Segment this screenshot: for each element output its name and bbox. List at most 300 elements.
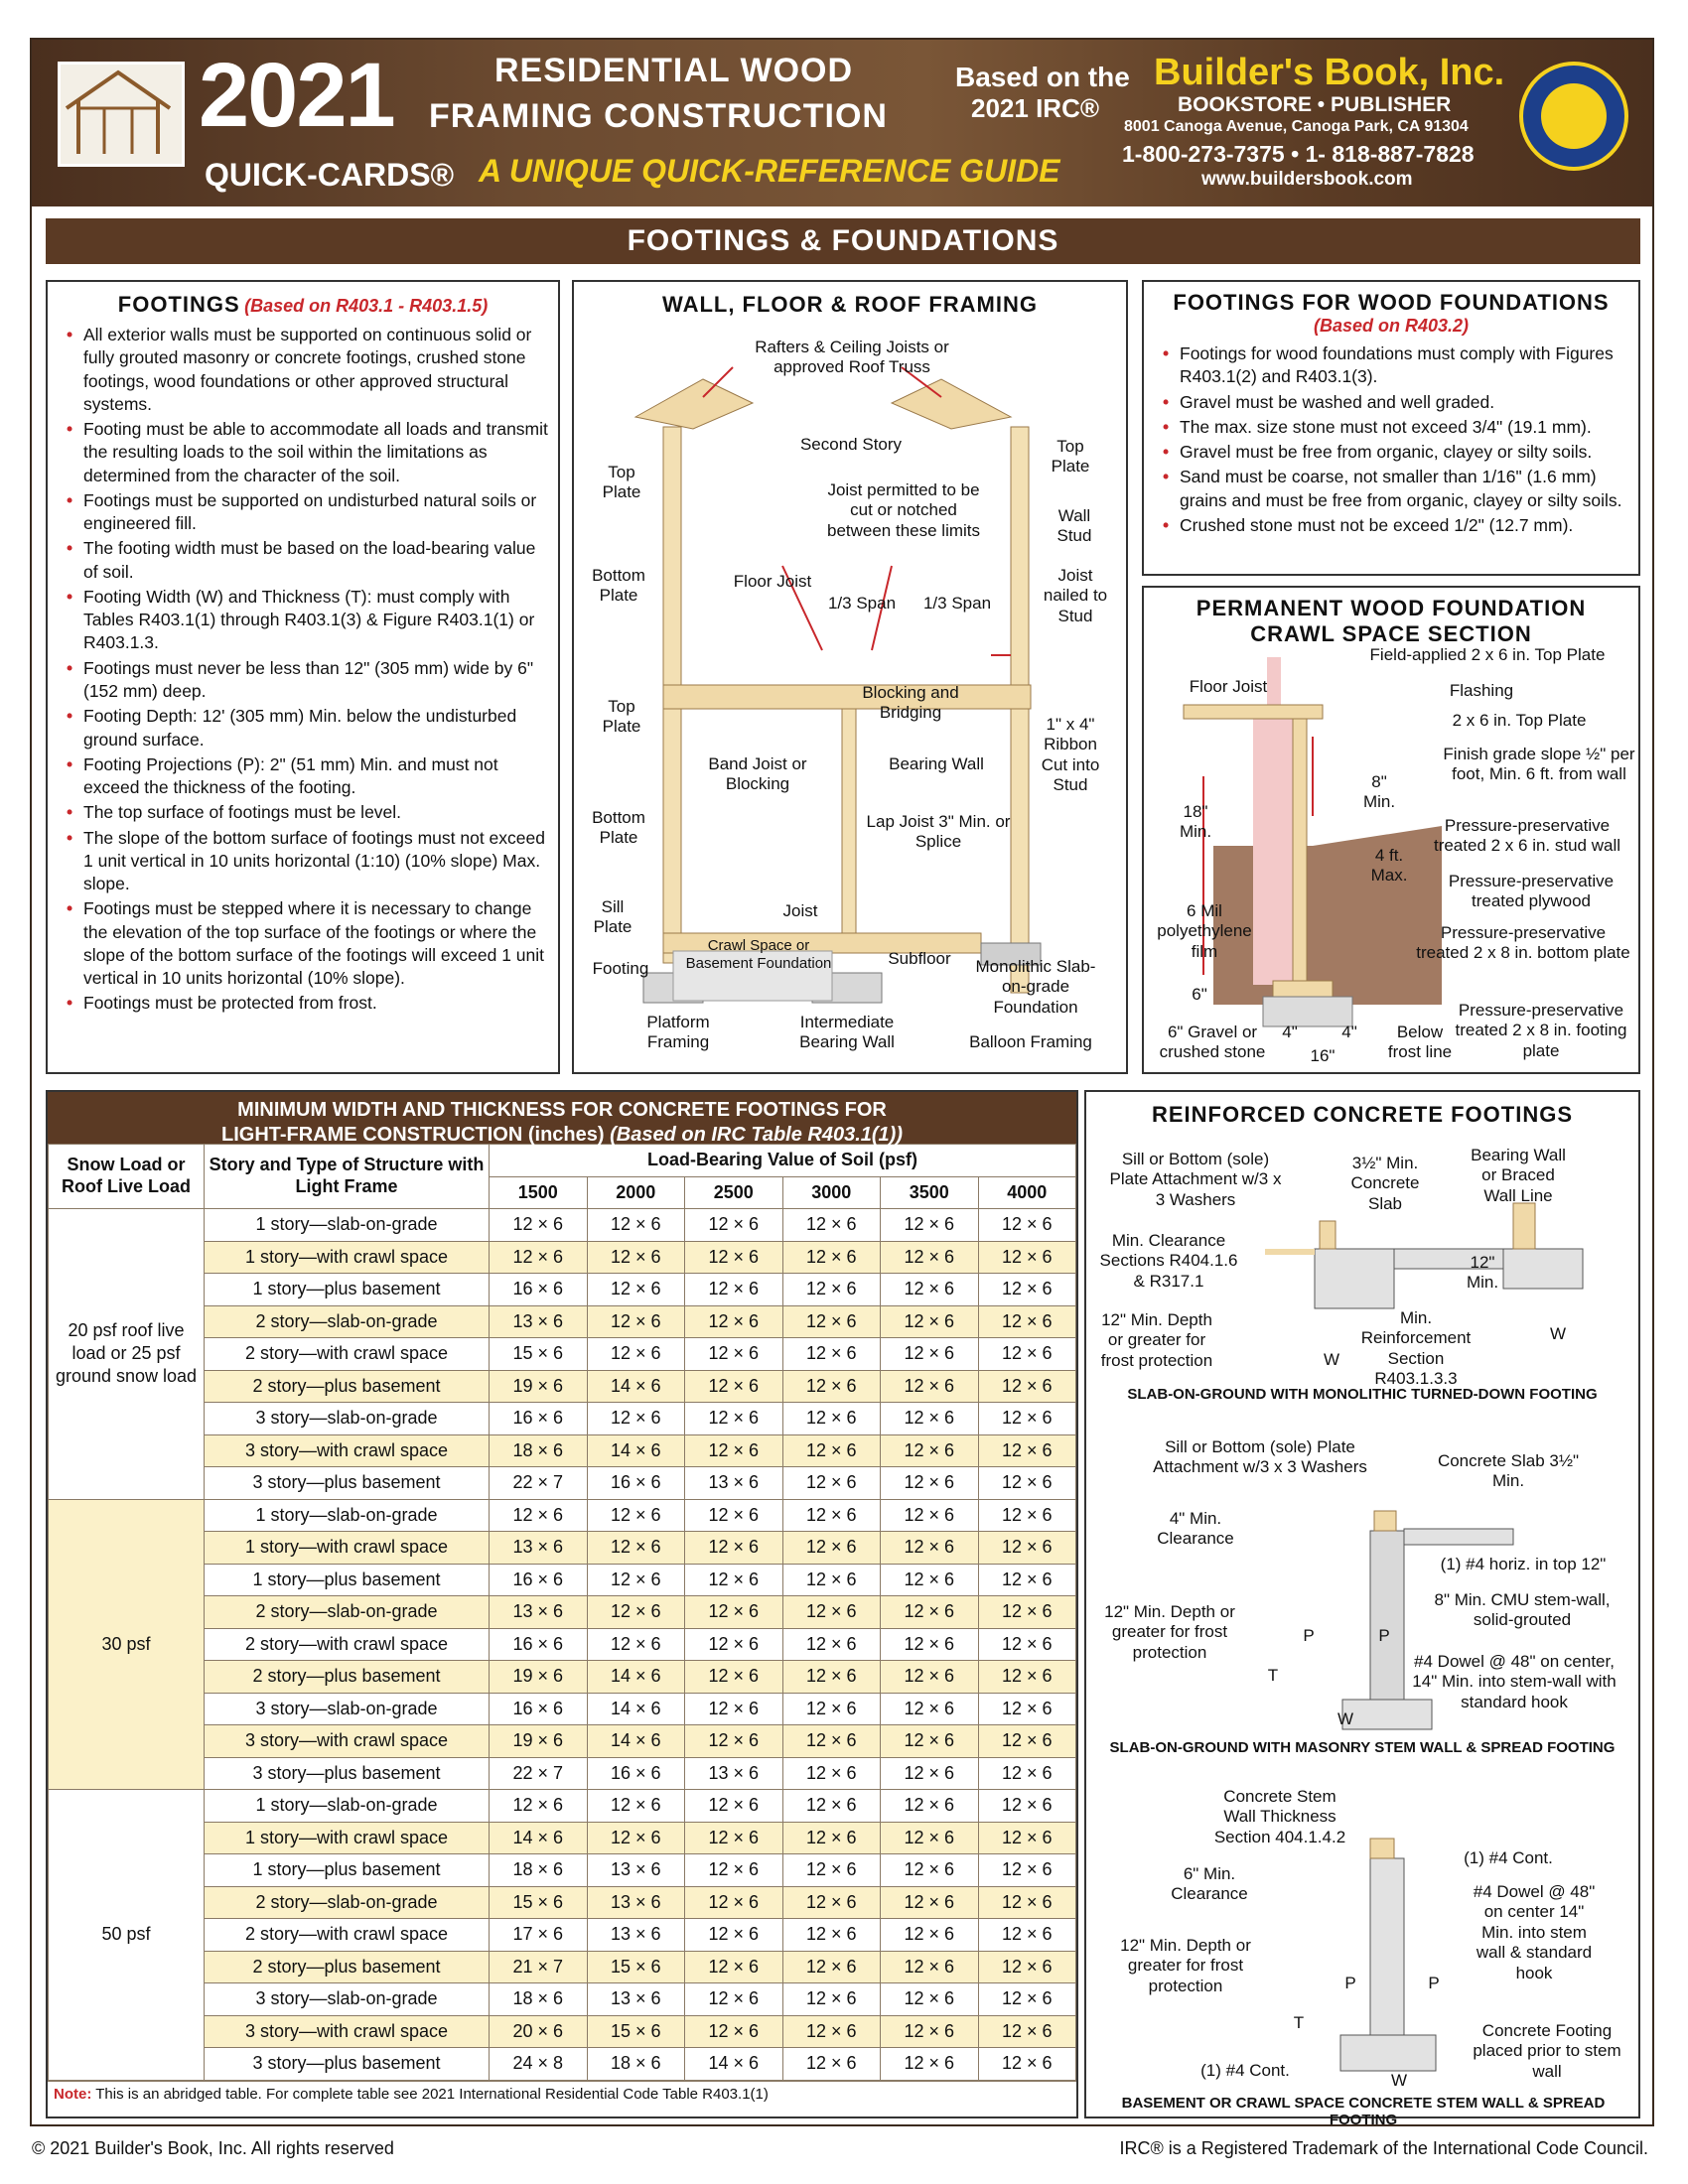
- d3-lbl-w: W: [1390, 2071, 1408, 2090]
- d3-lbl-depth: 12" Min. Depth or greater for frost protection: [1120, 1936, 1251, 1995]
- story-type-cell: 1 story—plus basement: [205, 1564, 490, 1596]
- d1-caption: SLAB-ON-GROUND WITH MONOLITHIC TURNED-DOWN FOOTING: [1127, 1386, 1598, 1403]
- crawl-title-2: CRAWL SPACE SECTION: [1250, 621, 1532, 646]
- footing-size-cell: 12 × 6: [782, 1564, 881, 1596]
- lbl-second-story: Second Story: [799, 435, 903, 454]
- footing-size-cell: 12 × 6: [978, 1305, 1076, 1338]
- footing-size-cell: 22 × 7: [490, 1467, 588, 1500]
- footing-size-cell: 16 × 6: [490, 1693, 588, 1725]
- crawl-lbl-16: 16": [1310, 1046, 1336, 1065]
- footing-size-cell: 12 × 6: [587, 1532, 685, 1565]
- footing-size-cell: 12 × 6: [685, 1661, 783, 1694]
- footing-size-cell: 12 × 6: [978, 1822, 1076, 1854]
- lbl-top-plate-left: Top Plate: [602, 463, 641, 502]
- footing-size-cell: 16 × 6: [587, 1467, 685, 1500]
- footer-copyright: © 2021 Builder's Book, Inc. All rights reserved: [32, 2138, 394, 2158]
- soil-value-header: 3500: [881, 1176, 979, 1209]
- footing-size-cell: 12 × 6: [782, 1305, 881, 1338]
- table-row: [49, 1790, 1076, 1823]
- lbl-blocking: Blocking and Bridging: [862, 683, 959, 723]
- footing-size-cell: 12 × 6: [978, 1564, 1076, 1596]
- wood-foundations-list: [1154, 342, 1628, 537]
- footing-size-cell: 18 × 6: [490, 1983, 588, 2016]
- footing-size-cell: 12 × 6: [978, 1241, 1076, 1274]
- footing-size-cell: 14 × 6: [587, 1434, 685, 1467]
- footing-size-cell: 12 × 6: [490, 1790, 588, 1823]
- d2-lbl-horiz: (1) #4 horiz. in top 12": [1440, 1555, 1607, 1573]
- footings-list-item: • Footings must never be less than 12" (305 mm) wide by 6" (152 mm) deep.: [83, 657, 548, 704]
- lbl-crawl-space: Crawl Space or Basement Foundation: [685, 937, 832, 972]
- footing-size-cell: 12 × 6: [782, 2015, 881, 2048]
- footing-size-cell: 12 × 6: [587, 1564, 685, 1596]
- footings-ref: (Based on R403.1 - R403.1.5): [244, 296, 489, 316]
- footing-size-cell: 12 × 6: [782, 1370, 881, 1403]
- framing-title: WALL, FLOOR & ROOF FRAMING: [662, 292, 1038, 317]
- footing-table-box: [46, 1090, 1078, 2118]
- crawl-lbl-6: 6": [1192, 985, 1207, 1004]
- footing-size-cell: 12 × 6: [782, 1241, 881, 1274]
- footing-size-cell: 12 × 6: [587, 1241, 685, 1274]
- d3-lbl-footing: Concrete Footing placed prior to stem wall: [1473, 2021, 1621, 2081]
- footing-size-cell: 12 × 6: [881, 1822, 979, 1854]
- table-row: [49, 1499, 1076, 1532]
- footing-size-cell: 12 × 6: [587, 1403, 685, 1435]
- story-type-cell: 3 story—slab-on-grade: [205, 1693, 490, 1725]
- footing-size-cell: 15 × 6: [587, 1951, 685, 1983]
- d2-lbl-cmu: 8" Min. CMU stem-wall, solid-grouted: [1434, 1590, 1611, 1630]
- d1-lbl-slab: 3½" Min. Concrete Slab: [1350, 1154, 1420, 1213]
- footing-table: [48, 1144, 1076, 2081]
- footing-size-cell: 12 × 6: [782, 1790, 881, 1823]
- lbl-joist: Joist: [782, 901, 818, 920]
- lbl-intermediate: Intermediate Bearing Wall: [799, 1013, 895, 1052]
- footing-size-cell: 12 × 6: [881, 1338, 979, 1371]
- footings-list-item: • Footing Projections (P): 2" (51 mm) Min. and must not exceed the thickness of the footing.: [83, 753, 548, 800]
- footing-size-cell: 15 × 6: [490, 1886, 588, 1919]
- d3-lbl-cont-top: (1) #4 Cont.: [1464, 1848, 1553, 1867]
- header-title-line2: FRAMING CONSTRUCTION: [429, 97, 888, 135]
- footings-list-item: • All exterior walls must be supported on continuous solid or fully grouted masonry or concrete footings, crushed stone footings, wood foundations or other approved structural systems.: [83, 324, 548, 416]
- footings-list-item: • Footing Depth: 12' (305 mm) Min. below the undisturbed ground surface.: [83, 705, 548, 751]
- footing-size-cell: 12 × 6: [978, 1274, 1076, 1306]
- d2-lbl-dowel: #4 Dowel @ 48" on center, 14" Min. into stem-wall with standard hook: [1412, 1652, 1617, 1711]
- footing-size-cell: 15 × 6: [490, 1338, 588, 1371]
- footing-size-cell: 12 × 6: [881, 1370, 979, 1403]
- footing-size-cell: 12 × 6: [978, 1854, 1076, 1887]
- footing-size-cell: 12 × 6: [881, 1564, 979, 1596]
- footing-size-cell: 12 × 6: [782, 1596, 881, 1629]
- footing-size-cell: 12 × 6: [685, 1822, 783, 1854]
- crawl-lbl-top-plate: 2 x 6 in. Top Plate: [1452, 711, 1587, 730]
- footing-size-cell: 12 × 6: [685, 1951, 783, 1983]
- crawl-lbl-8min: 8" Min.: [1362, 772, 1396, 812]
- footing-size-cell: 12 × 6: [881, 1434, 979, 1467]
- story-type-cell: 1 story—slab-on-grade: [205, 1209, 490, 1242]
- header-title-line1: RESIDENTIAL WOOD: [494, 52, 854, 89]
- footing-size-cell: 12 × 6: [587, 1596, 685, 1629]
- table-note-label: Note:: [54, 2085, 92, 2103]
- footing-size-cell: 12 × 6: [978, 1693, 1076, 1725]
- footing-size-cell: 12 × 6: [685, 1338, 783, 1371]
- lbl-wall-stud: Wall Stud: [1056, 506, 1092, 546]
- d1-lbl-w2: W: [1549, 1324, 1567, 1343]
- footing-size-cell: 12 × 6: [587, 1274, 685, 1306]
- footing-size-cell: 12 × 6: [685, 1209, 783, 1242]
- footing-size-cell: 12 × 6: [685, 1919, 783, 1952]
- footing-size-cell: 16 × 6: [490, 1564, 588, 1596]
- publisher-website[interactable]: www.buildersbook.com: [1201, 169, 1413, 190]
- footing-size-cell: 12 × 6: [685, 1983, 783, 2016]
- story-type-cell: 2 story—with crawl space: [205, 1628, 490, 1661]
- d2-lbl-slab: Concrete Slab 3½" Min.: [1437, 1451, 1580, 1491]
- footing-size-cell: 13 × 6: [685, 1757, 783, 1790]
- footing-size-cell: 12 × 6: [782, 1274, 881, 1306]
- header-quick-cards: QUICK-CARDS®: [205, 157, 455, 193]
- section-title: FOOTINGS & FOUNDATIONS: [46, 218, 1640, 264]
- footing-size-cell: 12 × 6: [782, 1434, 881, 1467]
- footings-box: [46, 280, 560, 1074]
- footing-size-cell: 12 × 6: [881, 1596, 979, 1629]
- footing-size-cell: 12 × 6: [881, 1757, 979, 1790]
- header-tagline: A UNIQUE QUICK-REFERENCE GUIDE: [479, 153, 1060, 189]
- story-type-cell: 3 story—slab-on-grade: [205, 1403, 490, 1435]
- footing-size-cell: 12 × 6: [881, 2048, 979, 2081]
- crawl-lbl-field-applied: Field-applied 2 x 6 in. Top Plate: [1369, 645, 1606, 664]
- d3-lbl-dowel: #4 Dowel @ 48" on center 14" Min. into stem wall & standard hook: [1473, 1882, 1596, 1982]
- lbl-top-plate-2: Top Plate: [602, 697, 641, 737]
- table-title-2: LIGHT-FRAME CONSTRUCTION (inches): [221, 1124, 605, 1146]
- soil-value-header: 2500: [685, 1176, 783, 1209]
- story-type-cell: 3 story—with crawl space: [205, 2015, 490, 2048]
- d2-lbl-p2: P: [1378, 1626, 1390, 1645]
- footing-size-cell: 24 × 8: [490, 2048, 588, 2081]
- footing-size-cell: 13 × 6: [685, 1467, 783, 1500]
- lbl-joist-nailed: Joist nailed to Stud: [1043, 566, 1108, 625]
- footing-size-cell: 19 × 6: [490, 1725, 588, 1758]
- reinforced-title: REINFORCED CONCRETE FOOTINGS: [1151, 1102, 1573, 1127]
- lbl-bottom-plate-2: Bottom Plate: [592, 808, 645, 848]
- footing-size-cell: 12 × 6: [978, 1983, 1076, 2016]
- footing-size-cell: 18 × 6: [490, 1854, 588, 1887]
- footing-size-cell: 12 × 6: [881, 1532, 979, 1565]
- footing-size-cell: 13 × 6: [490, 1596, 588, 1629]
- footing-size-cell: 19 × 6: [490, 1370, 588, 1403]
- story-type-cell: 2 story—with crawl space: [205, 1338, 490, 1371]
- footing-size-cell: 12 × 6: [782, 1628, 881, 1661]
- d2-lbl-sill: Sill or Bottom (sole) Plate Attachment w/3 x 3 Washers: [1153, 1437, 1367, 1477]
- footing-size-cell: 13 × 6: [587, 1983, 685, 2016]
- d2-lbl-p1: P: [1303, 1626, 1315, 1645]
- footing-size-cell: 12 × 6: [978, 1757, 1076, 1790]
- header-irc: 2021 IRC®: [971, 93, 1099, 123]
- wood-list-item: • Sand must be coarse, not smaller than 1/16" (1.6 mm) grains and must be free from organic, clayey or silty soils.: [1180, 466, 1628, 512]
- footing-size-cell: 12 × 6: [685, 2015, 783, 2048]
- story-type-cell: 2 story—slab-on-grade: [205, 1305, 490, 1338]
- lbl-platform-framing: Platform Framing: [646, 1013, 710, 1052]
- footing-size-cell: 12 × 6: [685, 1370, 783, 1403]
- publisher-sub: BOOKSTORE • PUBLISHER: [1178, 93, 1452, 116]
- footing-size-cell: 12 × 6: [782, 1661, 881, 1694]
- d3-lbl-cont-bot: (1) #4 Cont.: [1200, 2061, 1290, 2080]
- story-type-cell: 3 story—plus basement: [205, 2048, 490, 2081]
- footing-size-cell: 18 × 6: [587, 2048, 685, 2081]
- crawl-lbl-plywood: Pressure-preservative treated plywood: [1448, 872, 1615, 911]
- footing-size-cell: 12 × 6: [978, 1951, 1076, 1983]
- crawl-lbl-finish-grade: Finish grade slope ½" per foot, Min. 6 ft. from wall: [1443, 745, 1635, 784]
- footing-size-cell: 12 × 6: [978, 1661, 1076, 1694]
- story-type-cell: 1 story—with crawl space: [205, 1532, 490, 1565]
- footing-size-cell: 12 × 6: [978, 1338, 1076, 1371]
- table-title-ref: (Based on IRC Table R403.1(1)): [610, 1124, 903, 1146]
- footing-size-cell: 12 × 6: [881, 1886, 979, 1919]
- footing-size-cell: 12 × 6: [782, 1403, 881, 1435]
- footing-size-cell: 12 × 6: [978, 1467, 1076, 1500]
- footing-size-cell: 12 × 6: [685, 1725, 783, 1758]
- footing-size-cell: 12 × 6: [881, 1725, 979, 1758]
- footing-size-cell: 12 × 6: [881, 1854, 979, 1887]
- footings-list: [58, 324, 548, 1016]
- framing-box: [572, 280, 1128, 1074]
- d3-lbl-thickness: Concrete Stem Wall Thickness Section 404.1.4.2: [1213, 1787, 1346, 1846]
- footing-size-cell: 12 × 6: [881, 1499, 979, 1532]
- lbl-balloon-framing: Balloon Framing: [969, 1032, 1092, 1051]
- footing-size-cell: 12 × 6: [978, 2048, 1076, 2081]
- story-type-cell: 3 story—with crawl space: [205, 1725, 490, 1758]
- footing-size-cell: 18 × 6: [490, 1434, 588, 1467]
- story-type-cell: 2 story—slab-on-grade: [205, 1596, 490, 1629]
- footing-size-cell: 12 × 6: [587, 1822, 685, 1854]
- footing-size-cell: 12 × 6: [782, 1757, 881, 1790]
- header-based-on: Based on the: [955, 62, 1130, 92]
- footing-size-cell: 12 × 6: [881, 1241, 979, 1274]
- footing-size-cell: 16 × 6: [490, 1403, 588, 1435]
- footing-size-cell: 12 × 6: [587, 1628, 685, 1661]
- d1-lbl-sill: Sill or Bottom (sole) Plate Attachment w/3 x 3 Washers: [1109, 1150, 1282, 1209]
- wood-list-item: • Gravel must be free from organic, clayey or silty soils.: [1180, 441, 1628, 464]
- col-header-story: Story and Type of Structure with Light Frame: [205, 1145, 490, 1209]
- footing-size-cell: 12 × 6: [782, 1822, 881, 1854]
- footing-size-cell: 13 × 6: [587, 1886, 685, 1919]
- house-frame-logo: [58, 62, 185, 167]
- crawl-lbl-stud-wall: Pressure-preservative treated 2 x 6 in. stud wall: [1433, 816, 1621, 856]
- footing-size-cell: 12 × 6: [881, 1628, 979, 1661]
- footing-size-cell: 12 × 6: [587, 1209, 685, 1242]
- publisher-phones: 1-800-273-7375 • 1- 818-887-7828: [1122, 141, 1475, 167]
- d2-lbl-clearance: 4" Min. Clearance: [1157, 1509, 1234, 1549]
- lbl-monolithic: Monolithic Slab-on-grade Foundation: [975, 957, 1096, 1017]
- footing-size-cell: 12 × 6: [978, 1532, 1076, 1565]
- footing-size-cell: 12 × 6: [881, 1403, 979, 1435]
- crawl-section-box: [1142, 586, 1640, 1074]
- footing-size-cell: 12 × 6: [685, 1693, 783, 1725]
- footing-size-cell: 13 × 6: [587, 1919, 685, 1952]
- footing-size-cell: 12 × 6: [685, 1403, 783, 1435]
- footing-size-cell: 12 × 6: [978, 1886, 1076, 1919]
- story-type-cell: 2 story—with crawl space: [205, 1919, 490, 1952]
- footing-table-body: [49, 1209, 1076, 2081]
- footing-size-cell: 12 × 6: [978, 1209, 1076, 1242]
- crawl-lbl-gravel: 6" Gravel or crushed stone: [1159, 1023, 1266, 1062]
- footing-size-cell: 12 × 6: [490, 1209, 588, 1242]
- footing-size-cell: 12 × 6: [685, 1564, 783, 1596]
- story-type-cell: 1 story—slab-on-grade: [205, 1499, 490, 1532]
- crawl-lbl-poly: 6 Mil polyethylene film: [1157, 901, 1252, 961]
- lbl-lap-joist: Lap Joist 3" Min. or Splice: [866, 812, 1011, 852]
- publisher-seal-inner: [1541, 83, 1607, 149]
- footing-size-cell: 14 × 6: [587, 1370, 685, 1403]
- wood-list-item: • Gravel must be washed and well graded.: [1180, 391, 1628, 414]
- footing-size-cell: 12 × 6: [782, 1951, 881, 1983]
- lbl-subfloor: Subfloor: [888, 949, 951, 968]
- lbl-joist-permitted: Joist permitted to be cut or notched between these limits: [826, 480, 981, 540]
- crawl-lbl-floor-joist: Floor Joist: [1189, 677, 1268, 696]
- d3-lbl-p2: P: [1428, 1974, 1440, 1992]
- story-type-cell: 2 story—plus basement: [205, 1661, 490, 1694]
- crawl-lbl-4-left: 4": [1282, 1023, 1298, 1041]
- lbl-band-joist: Band Joist or Blocking: [708, 754, 807, 794]
- footings-list-item: • The top surface of footings must be level.: [83, 801, 548, 824]
- footings-heading: [58, 292, 548, 318]
- story-type-cell: 1 story—slab-on-grade: [205, 1790, 490, 1823]
- lbl-rafters: Rafters & Ceiling Joists or approved Roof Truss: [755, 338, 949, 377]
- crawl-lbl-4ft-max: 4 ft. Max.: [1370, 846, 1408, 886]
- footing-size-cell: 12 × 6: [685, 1305, 783, 1338]
- footing-size-cell: 12 × 6: [685, 1628, 783, 1661]
- table-title-1: MINIMUM WIDTH AND THICKNESS FOR CONCRETE FOOTINGS FOR: [237, 1099, 887, 1121]
- footing-size-cell: 16 × 6: [587, 1757, 685, 1790]
- group-label: 30 psf: [49, 1499, 205, 1790]
- footing-table-title: [48, 1092, 1076, 1144]
- table-row: [49, 1209, 1076, 1242]
- footing-size-cell: 14 × 6: [587, 1661, 685, 1694]
- lbl-sill-plate: Sill Plate: [593, 897, 633, 937]
- footing-size-cell: 12 × 6: [587, 1338, 685, 1371]
- footing-size-cell: 14 × 6: [587, 1693, 685, 1725]
- footing-size-cell: 15 × 6: [587, 2015, 685, 2048]
- story-type-cell: 1 story—plus basement: [205, 1274, 490, 1306]
- d1-lbl-bearing: Bearing Wall or Braced Wall Line: [1471, 1146, 1566, 1205]
- story-type-cell: 2 story—slab-on-grade: [205, 1886, 490, 1919]
- footings-list-item: • The slope of the bottom surface of footings must not exceed 1 unit vertical in 10 units horizontal (1:10) (10% slope) Max. slope.: [83, 827, 548, 896]
- story-type-cell: 2 story—plus basement: [205, 1370, 490, 1403]
- lbl-footing: Footing: [592, 959, 649, 978]
- footing-size-cell: 12 × 6: [881, 1274, 979, 1306]
- lbl-top-plate-right: Top Plate: [1051, 437, 1090, 477]
- footing-size-cell: 12 × 6: [685, 1241, 783, 1274]
- crawl-lbl-bottom-plate: Pressure-preservative treated 2 x 8 in. bottom plate: [1416, 923, 1630, 963]
- footing-size-cell: 12 × 6: [782, 1725, 881, 1758]
- footing-size-cell: 19 × 6: [490, 1661, 588, 1694]
- d3-lbl-clearance: 6" Min. Clearance: [1171, 1864, 1248, 1904]
- footing-size-cell: 12 × 6: [685, 1596, 783, 1629]
- footing-size-cell: 12 × 6: [587, 1305, 685, 1338]
- footing-size-cell: 12 × 6: [685, 1886, 783, 1919]
- footing-size-cell: 17 × 6: [490, 1919, 588, 1952]
- footings-list-item: • Footings must be stepped where it is necessary to change the elevation of the top surface of the footings or where the slope of the bottom surface of the footings will exceed 1 unit vertical in 10 units horizontal (10% slope).: [83, 897, 548, 990]
- publisher-name: Builder's Book, Inc.: [1154, 52, 1505, 93]
- footing-size-cell: 12 × 6: [978, 1434, 1076, 1467]
- footer-trademark: IRC® is a Registered Trademark of the International Code Council.: [1119, 2138, 1648, 2158]
- wood-foundations-box: [1142, 280, 1640, 576]
- footing-size-cell: 12 × 6: [685, 1532, 783, 1565]
- table-note-text: This is an abridged table. For complete table see 2021 International Residential Code Table R403.1(1): [95, 2085, 769, 2103]
- footing-size-cell: 12 × 6: [782, 1983, 881, 2016]
- footing-size-cell: 12 × 6: [782, 1532, 881, 1565]
- d1-lbl-depth: 12" Min. Depth or greater for frost protection: [1100, 1310, 1213, 1370]
- footing-size-cell: 12 × 6: [978, 1596, 1076, 1629]
- footing-size-cell: 12 × 6: [685, 1854, 783, 1887]
- footing-size-cell: 12 × 6: [782, 1919, 881, 1952]
- footing-size-cell: 12 × 6: [782, 1693, 881, 1725]
- footing-size-cell: 12 × 6: [782, 1338, 881, 1371]
- crawl-lbl-below-frost: Below frost line: [1387, 1023, 1453, 1062]
- crawl-lbl-18min: 18" Min.: [1179, 802, 1212, 842]
- header-year: 2021: [199, 45, 394, 146]
- lbl-ribbon: 1" x 4" Ribbon Cut into Stud: [1041, 715, 1100, 795]
- footing-size-cell: 12 × 6: [978, 1499, 1076, 1532]
- footing-size-cell: 12 × 6: [587, 1790, 685, 1823]
- d3-caption: BASEMENT OR CRAWL SPACE CONCRETE STEM WALL & SPREAD FOOTING: [1121, 2095, 1606, 2128]
- footing-size-cell: 12 × 6: [881, 1467, 979, 1500]
- footing-size-cell: 12 × 6: [881, 1983, 979, 2016]
- footings-list-item: • Footings must be supported on undisturbed natural soils or engineered fill.: [83, 489, 548, 536]
- footing-size-cell: 12 × 6: [978, 2015, 1076, 2048]
- crawl-title-1: PERMANENT WOOD FOUNDATION: [1196, 596, 1587, 620]
- footing-size-cell: 12 × 6: [978, 1790, 1076, 1823]
- story-type-cell: 2 story—plus basement: [205, 1951, 490, 1983]
- footings-list-item: • Footing Width (W) and Thickness (T): must comply with Tables R403.1(1) through R403.1(3) & Figure R403.1(1) or R403.1.3.: [83, 586, 548, 655]
- footing-size-cell: 12 × 6: [782, 1467, 881, 1500]
- d3-lbl-p1: P: [1344, 1974, 1356, 1992]
- publisher-address: 8001 Canoga Avenue, Canoga Park, CA 91304: [1124, 118, 1469, 135]
- story-type-cell: 1 story—plus basement: [205, 1854, 490, 1887]
- footings-title: FOOTINGS: [117, 292, 240, 317]
- footing-size-cell: 20 × 6: [490, 2015, 588, 2048]
- story-type-cell: 3 story—with crawl space: [205, 1434, 490, 1467]
- wood-foundations-title: FOOTINGS FOR WOOD FOUNDATIONS: [1173, 290, 1610, 315]
- footing-size-cell: 12 × 6: [978, 1725, 1076, 1758]
- story-type-cell: 1 story—with crawl space: [205, 1241, 490, 1274]
- footing-size-cell: 12 × 6: [881, 1209, 979, 1242]
- footing-size-cell: 12 × 6: [685, 1434, 783, 1467]
- footing-size-cell: 12 × 6: [490, 1241, 588, 1274]
- footing-size-cell: 12 × 6: [881, 1693, 979, 1725]
- crawl-lbl-footing-plate: Pressure-preservative treated 2 x 8 in. footing plate: [1455, 1001, 1627, 1060]
- footing-size-cell: 13 × 6: [587, 1854, 685, 1887]
- col-header-snow: Snow Load or Roof Live Load: [49, 1145, 205, 1209]
- footing-size-cell: 12 × 6: [881, 1919, 979, 1952]
- lbl-bottom-plate: Bottom Plate: [592, 566, 645, 606]
- reinforced-box: [1084, 1090, 1640, 2128]
- footing-size-cell: 12 × 6: [685, 1499, 783, 1532]
- footing-size-cell: 12 × 6: [881, 2015, 979, 2048]
- col-header-soil: Load-Bearing Value of Soil (psf): [490, 1145, 1076, 1177]
- wood-list-item: • Footings for wood foundations must comply with Figures R403.1(2) and R403.1(3).: [1180, 342, 1628, 389]
- footing-size-cell: 16 × 6: [490, 1628, 588, 1661]
- table-note: [48, 2081, 1076, 2107]
- lbl-span-2: 1/3 Span: [922, 594, 992, 613]
- group-label: 50 psf: [49, 1790, 205, 2081]
- footing-size-cell: 16 × 6: [490, 1274, 588, 1306]
- footing-size-cell: 12 × 6: [978, 1628, 1076, 1661]
- crawl-lbl-4-right: 4": [1341, 1023, 1357, 1041]
- footing-size-cell: 12 × 6: [978, 1370, 1076, 1403]
- footing-size-cell: 12 × 6: [881, 1951, 979, 1983]
- d2-lbl-t: T: [1267, 1666, 1279, 1685]
- footing-size-cell: 12 × 6: [881, 1305, 979, 1338]
- footing-size-cell: 22 × 7: [490, 1757, 588, 1790]
- footing-size-cell: 21 × 7: [490, 1951, 588, 1983]
